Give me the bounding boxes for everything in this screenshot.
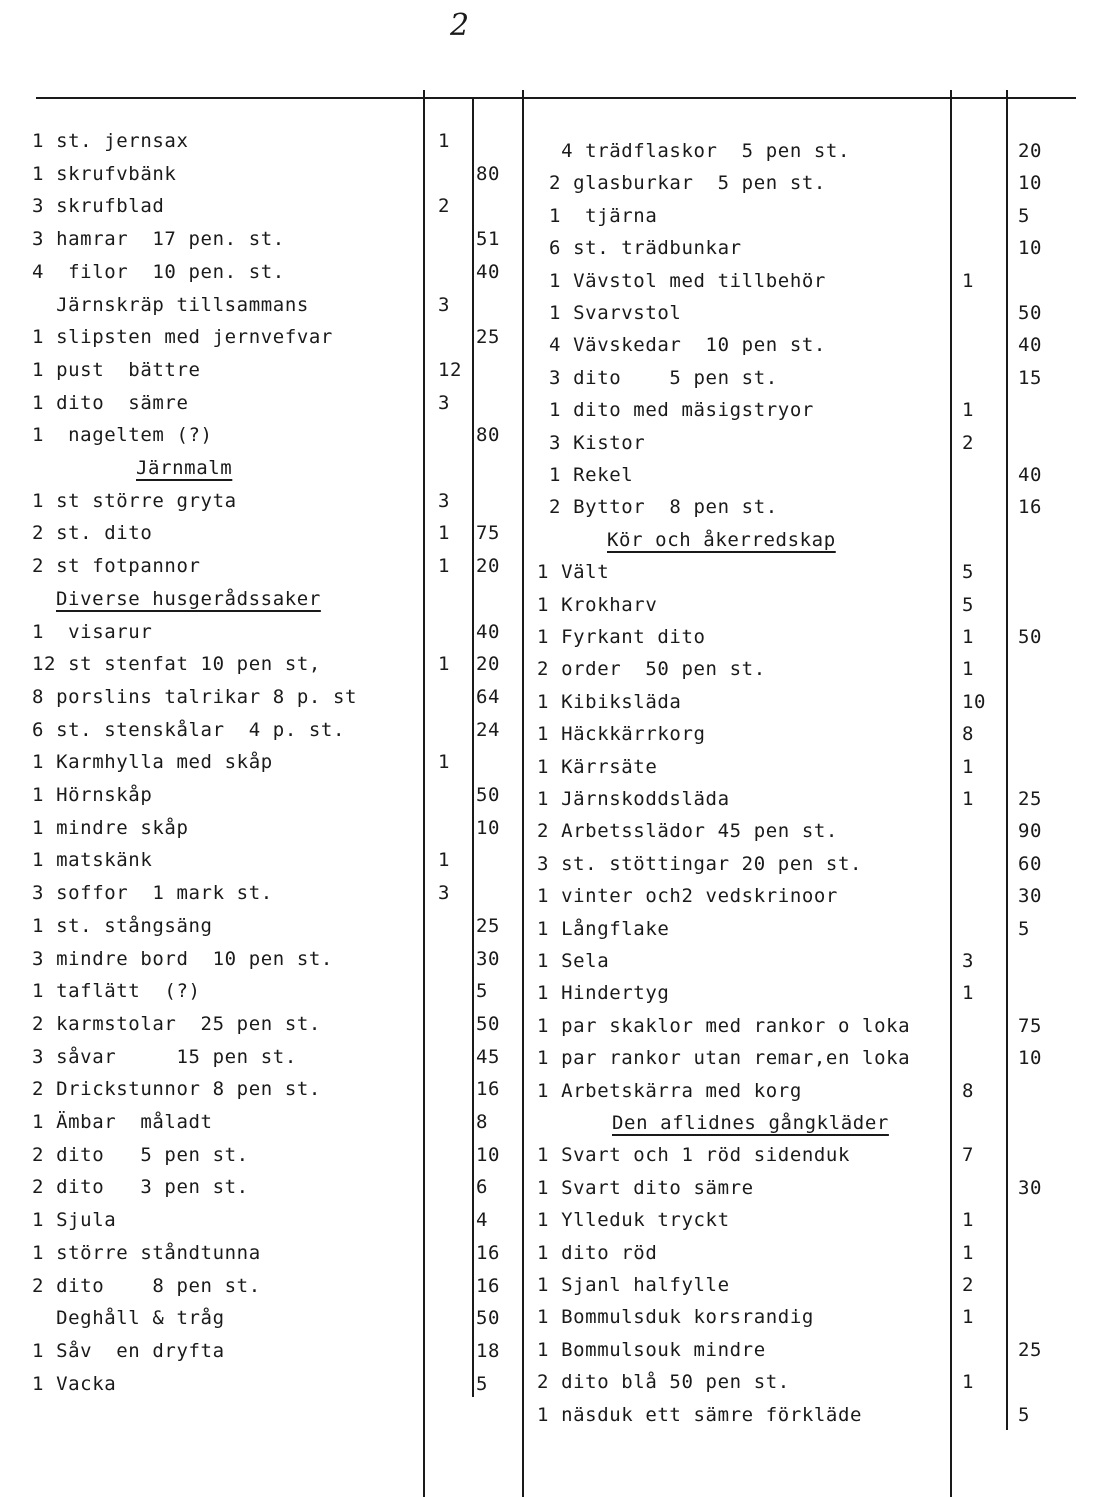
- amount-ore: 40: [476, 260, 501, 283]
- item-description: 1 Såv en dryfta: [32, 1339, 225, 1362]
- amount-kronor: 2: [962, 431, 975, 454]
- amount-ore: 25: [1018, 1338, 1043, 1361]
- amount-ore: 40: [476, 620, 501, 643]
- item-description: 3 st. stöttingar 20 pen st.: [537, 852, 863, 875]
- item-description: 1 Sjula: [32, 1209, 117, 1232]
- item-description: 1 Arbetskärra med korg: [537, 1079, 802, 1102]
- item-description: 1 Svart och 1 röd sidenduk: [537, 1144, 851, 1167]
- amount-kronor: 1: [962, 1209, 975, 1232]
- amount-ore: 30: [476, 947, 501, 970]
- item-description: 1 vinter och2 vedskrinoor: [537, 885, 838, 908]
- item-description: 2 Drickstunnor 8 pen st.: [32, 1078, 321, 1101]
- amount-ore: 10: [1018, 1047, 1043, 1070]
- item-description: 2 Byttor 8 pen st.: [537, 496, 778, 519]
- amount-kronor: 1: [438, 653, 451, 676]
- item-description: Järnskräp tillsammans: [32, 293, 309, 316]
- item-description: 1 Svart dito sämre: [537, 1176, 754, 1199]
- amount-ore: 25: [1018, 788, 1043, 810]
- item-description: 1 Karmhylla med skåp: [32, 751, 273, 774]
- item-description: 3 mindre bord 10 pen st.: [32, 947, 333, 970]
- amount-ore: 20: [1018, 140, 1043, 162]
- amount-ore: 50: [1018, 302, 1043, 324]
- item-description: 1 dito sämre: [32, 391, 189, 414]
- amount-ore: 75: [1018, 1014, 1043, 1037]
- item-description: 1 Bommulsouk mindre: [537, 1338, 766, 1361]
- item-description: 1 Svarvstol: [537, 302, 682, 324]
- amount-kronor: 5: [962, 561, 975, 584]
- amount-ore: 10: [1018, 237, 1043, 260]
- item-description: 1 Hindertyg: [537, 982, 670, 1005]
- amount-ore: 16: [1018, 496, 1043, 519]
- item-description: 3 soffor 1 mark st.: [32, 882, 273, 905]
- section-heading-text: Järnmalm: [136, 457, 233, 479]
- amount-ore: 51: [476, 228, 501, 251]
- item-description: 1 skrufvbänk: [32, 162, 177, 185]
- item-description: 1 mindre skåp: [32, 816, 189, 839]
- amount-ore: 5: [476, 1372, 489, 1395]
- item-description: 2 karmstolar 25 pen st.: [32, 1012, 321, 1035]
- section-heading-text: Kör och åkerredskap: [607, 528, 836, 551]
- amount-kronor: 1: [962, 1371, 975, 1394]
- amount-kronor: 1: [438, 555, 451, 578]
- amount-ore: 10: [476, 816, 501, 839]
- item-description: 1 Vävstol med tillbehör: [537, 269, 826, 292]
- item-description: 3 skrufblad: [32, 195, 165, 218]
- amount-ore: 60: [1018, 852, 1043, 875]
- amount-ore: 16: [476, 1274, 501, 1297]
- amount-kronor: 1: [438, 522, 451, 545]
- item-description: 1 tjärna: [537, 204, 658, 227]
- item-description: 1 slipsten med jernvefvar: [32, 326, 333, 349]
- amount-kronor: 1: [962, 626, 975, 648]
- item-description: 1 större ståndtunna: [32, 1241, 261, 1264]
- amount-ore: 24: [476, 718, 501, 741]
- amount-ore: 5: [1018, 917, 1031, 940]
- amount-ore: 6: [476, 1176, 489, 1199]
- amount-kronor: 8: [962, 1079, 975, 1102]
- item-description: 1 Vacka: [32, 1372, 117, 1395]
- item-description: 2 dito blå 50 pen st.: [537, 1371, 790, 1394]
- item-description: 1 st. jernsax: [32, 130, 189, 152]
- amount-ore: 8: [476, 1111, 489, 1133]
- item-description: 1 par skaklor med rankor o loka: [537, 1014, 911, 1037]
- item-description: 2 glasburkar 5 pen st.: [537, 172, 826, 195]
- amount-kronor: 3: [438, 882, 451, 905]
- item-description: 2 order 50 pen st.: [537, 658, 766, 681]
- amount-kronor: 8: [962, 723, 975, 746]
- amount-ore: 16: [476, 1078, 501, 1101]
- item-description: 3 hamrar 17 pen. st.: [32, 228, 285, 251]
- amount-ore: 16: [476, 1241, 501, 1264]
- amount-ore: 5: [1018, 1403, 1031, 1426]
- item-description: 3 såvar 15 pen st.: [32, 1045, 297, 1068]
- item-description: 1 Rekel: [537, 464, 634, 486]
- amount-ore: 50: [1018, 626, 1043, 648]
- amount-kronor: 1: [962, 1241, 975, 1264]
- item-description: 1 dito med mäsigstryor: [537, 399, 814, 422]
- item-description: 1 Ylleduk tryckt: [537, 1209, 730, 1232]
- amount-ore: 30: [1018, 885, 1043, 908]
- item-description: 1 Kibiksläda: [537, 690, 682, 713]
- amount-ore: 10: [1018, 172, 1043, 195]
- item-description: 2 dito 3 pen st.: [32, 1176, 249, 1199]
- item-description: 4 filor 10 pen. st.: [32, 260, 285, 283]
- amount-ore: 40: [1018, 464, 1043, 486]
- page-number: 2: [450, 8, 470, 43]
- item-description: 1 par rankor utan remar,en loka: [537, 1047, 911, 1070]
- item-description: 1 Fyrkant dito: [537, 626, 706, 648]
- amount-kronor: 3: [438, 489, 451, 512]
- amount-kronor: 2: [438, 195, 451, 218]
- item-description: Deghåll & tråg: [32, 1307, 225, 1330]
- item-description: 1 dito röd: [537, 1241, 658, 1264]
- column-divider: [950, 90, 952, 1497]
- item-description: 1 Krokharv: [537, 593, 658, 616]
- amount-ore: 80: [476, 162, 501, 185]
- amount-ore: 25: [476, 326, 501, 349]
- item-description: 12 st stenfat 10 pen st,: [32, 653, 321, 676]
- amount-kronor: 1: [438, 130, 451, 152]
- column-divider: [1006, 90, 1008, 1430]
- item-description: 1 Vält: [537, 561, 610, 584]
- amount-kronor: 1: [438, 751, 451, 774]
- item-description: 1 nageltem (?): [32, 424, 213, 447]
- amount-kronor: 1: [962, 788, 975, 810]
- amount-kronor: 1: [962, 982, 975, 1005]
- item-description: 2 dito 8 pen st.: [32, 1274, 261, 1297]
- amount-kronor: 5: [962, 593, 975, 616]
- amount-ore: 75: [476, 522, 501, 545]
- item-description: 1 st större gryta: [32, 489, 237, 512]
- item-description: 1 visarur: [32, 620, 153, 643]
- amount-ore: 50: [476, 1012, 501, 1035]
- amount-ore: 20: [476, 555, 501, 578]
- item-description: 1 Kärrsäte: [537, 755, 658, 778]
- item-description: 1 Bommulsduk korsrandig: [537, 1306, 814, 1329]
- item-description: 1 Ämbar måladt: [32, 1111, 213, 1133]
- amount-ore: 45: [476, 1045, 501, 1068]
- section-heading-text: Den aflidnes gångkläder: [612, 1112, 889, 1134]
- item-description: 6 st. trädbunkar: [537, 237, 742, 260]
- item-description: 1 st. stångsäng: [32, 914, 213, 937]
- amount-kronor: 1: [962, 1306, 975, 1329]
- item-description: 2 Arbetsslädor 45 pen st.: [537, 820, 838, 843]
- item-description: 8 porslins talrikar 8 p. st: [32, 685, 358, 708]
- item-description: 2 st fotpannor: [32, 555, 201, 578]
- amount-ore: 5: [1018, 204, 1031, 227]
- item-description: 1 taflätt (?): [32, 980, 201, 1003]
- amount-kronor: 1: [962, 399, 975, 422]
- item-description: 4 trädflaskor 5 pen st.: [537, 140, 851, 162]
- item-description: 3 dito 5 pen st.: [537, 366, 778, 389]
- item-description: 1 Hörnskåp: [32, 784, 153, 806]
- amount-ore: 5: [476, 980, 489, 1003]
- amount-kronor: 1: [438, 849, 451, 872]
- item-description: 3 Kistor: [537, 431, 646, 454]
- item-description: 2 st. dito: [32, 522, 153, 545]
- amount-ore: 15: [1018, 366, 1043, 389]
- item-description: 6 st. stenskålar 4 p. st.: [32, 718, 346, 741]
- amount-ore: 50: [476, 784, 501, 806]
- amount-kronor: 1: [962, 269, 975, 292]
- amount-ore: 30: [1018, 1176, 1043, 1199]
- amount-kronor: 3: [438, 391, 451, 414]
- amount-kronor: 1: [962, 755, 975, 778]
- amount-ore: 20: [476, 653, 501, 676]
- column-divider: [472, 97, 474, 1397]
- column-divider: [423, 90, 425, 1497]
- amount-kronor: 2: [962, 1274, 975, 1296]
- item-description: 1 Långflake: [537, 917, 670, 940]
- amount-ore: 90: [1018, 820, 1043, 843]
- item-description: 1 Sjanl halfylle: [537, 1274, 730, 1296]
- item-description: 4 Vävskedar 10 pen st.: [537, 334, 826, 357]
- amount-kronor: 12: [438, 358, 463, 381]
- item-description: 1 näsduk ett sämre förkläde: [537, 1403, 863, 1426]
- amount-ore: 18: [476, 1339, 501, 1362]
- amount-ore: 25: [476, 914, 501, 937]
- item-description: 1 Sela: [537, 950, 610, 972]
- amount-kronor: 3: [438, 293, 451, 316]
- item-description: 1 matskänk: [32, 849, 153, 872]
- item-description: 1 pust bättre: [32, 358, 201, 381]
- amount-ore: 10: [476, 1143, 501, 1166]
- amount-ore: 64: [476, 685, 501, 708]
- column-divider: [522, 90, 524, 1497]
- amount-kronor: 3: [962, 950, 975, 972]
- amount-kronor: 1: [962, 658, 975, 681]
- section-heading-text: Diverse husgerådssaker: [56, 587, 321, 610]
- amount-kronor: 7: [962, 1144, 975, 1167]
- amount-ore: 4: [476, 1209, 489, 1232]
- item-description: 2 dito 5 pen st.: [32, 1143, 249, 1166]
- amount-ore: 80: [476, 424, 501, 447]
- item-description: 1 Häckkärrkorg: [537, 723, 706, 746]
- amount-kronor: 10: [962, 690, 987, 713]
- amount-ore: 50: [476, 1307, 501, 1330]
- item-description: 1 Järnskoddsläda: [537, 788, 730, 810]
- amount-ore: 40: [1018, 334, 1043, 357]
- header-rule: [36, 97, 1076, 99]
